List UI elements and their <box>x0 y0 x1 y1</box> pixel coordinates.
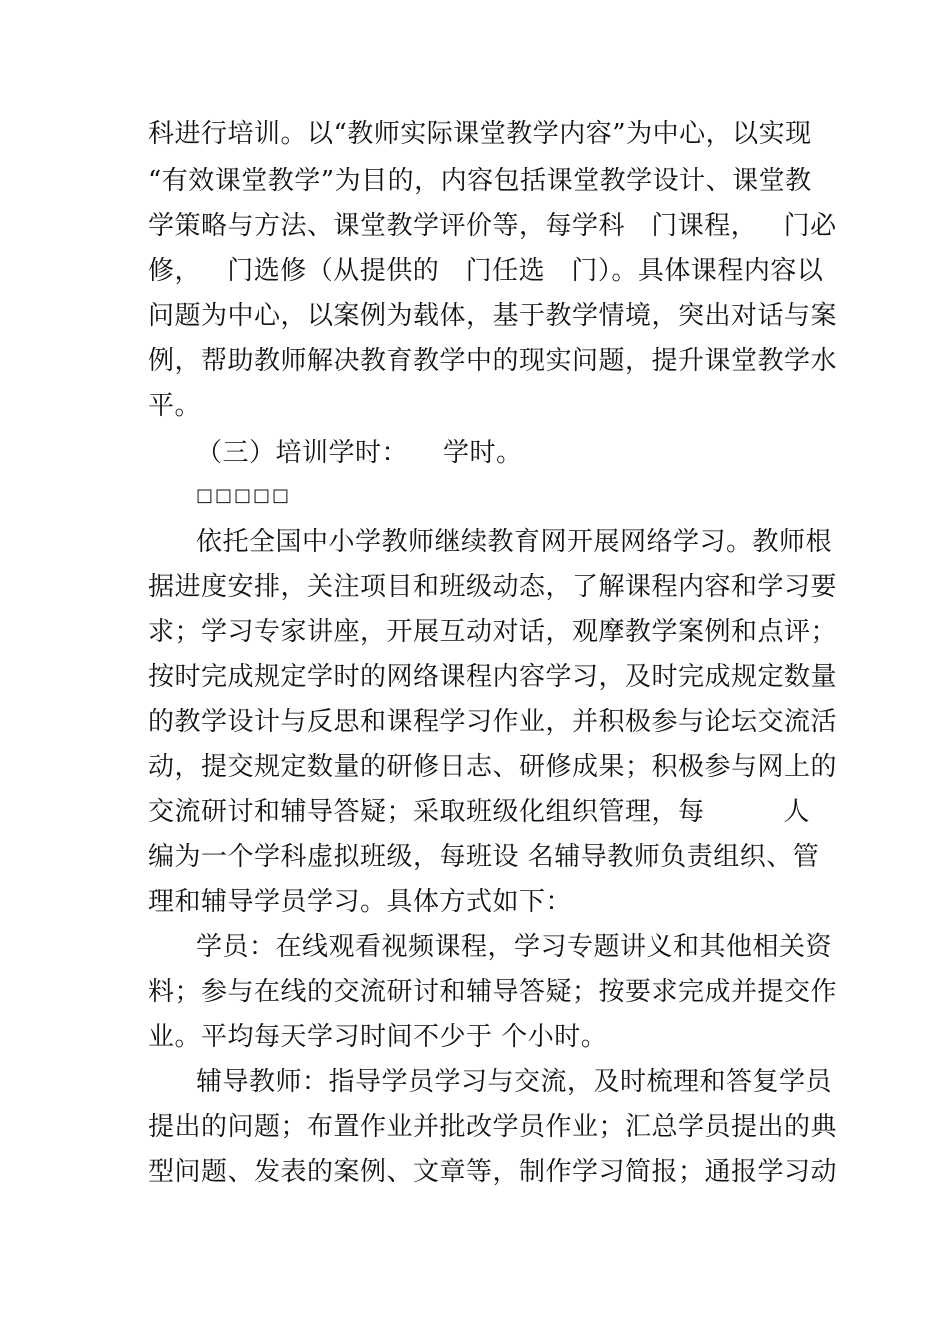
paragraph-line: 辅导教师：指导学员学习与交流，及时梳理和答复学员 <box>196 1067 833 1097</box>
paragraph-line: 修， 门选修（从提供的 门任选 门）。具体课程内容以 <box>148 256 824 286</box>
paragraph-line: 平。 <box>148 391 202 421</box>
paragraph-line: 料；参与在线的交流研讨和辅导答疑；按要求完成并提交作 <box>148 977 838 1007</box>
paragraph-line: 学策略与方法、课堂教学评价等，每学科 门课程， 门必 <box>148 211 837 241</box>
paragraph-line: 型问题、发表的案例、文章等，制作学习简报；通报学习动 <box>148 1157 838 1187</box>
paragraph-line: 科进行培训。以“教师实际课堂教学内容”为中心，以实现 <box>148 119 812 149</box>
paragraph-line: 的教学设计与反思和课程学习作业，并积极参与论坛交流活 <box>148 707 838 737</box>
paragraph-line: 按时完成规定学时的网络课程内容学习，及时完成规定数量 <box>148 662 838 692</box>
paragraph-line: 依托全国中小学教师继续教育网开展网络学习。教师根 <box>196 527 833 557</box>
paragraph-line: 据进度安排，关注项目和班级动态，了解课程内容和学习要 <box>148 572 838 602</box>
paragraph-line: 例，帮助教师解决教育教学中的现实问题，提升课堂教学水 <box>148 346 838 376</box>
paragraph-line: 交流研讨和辅导答疑；采取班级化组织管理，每 人 <box>148 797 810 827</box>
paragraph-line: 理和辅导学员学习。具体方式如下： <box>148 887 573 917</box>
paragraph-line: 动，提交规定数量的研修日志、研修成果；积极参与网上的 <box>148 752 838 782</box>
paragraph-line: 编为一个学科虚拟班级，每班设 名辅导教师负责组织、管 <box>148 842 820 872</box>
section-heading: （三）培训学时： 学时。 <box>196 438 523 468</box>
paragraph-line: 学员：在线观看视频课程，学习专题讲义和其他相关资 <box>196 932 833 962</box>
paragraph-line: 业。平均每天学习时间不少于 个小时。 <box>148 1022 608 1052</box>
paragraph-line: 求；学习专家讲座，开展互动对话，观摩教学案例和点评； <box>148 617 838 647</box>
paragraph-line: 提出的问题；布置作业并批改学员作业；汇总学员提出的典 <box>148 1112 838 1142</box>
paragraph-line: “有效课堂教学”为目的，内容包括课堂教学设计、课堂教 <box>148 166 812 196</box>
section-heading-placeholder: □□□□□ <box>196 485 292 506</box>
paragraph-line: 问题为中心，以案例为载体，基于教学情境，突出对话与案 <box>148 301 838 331</box>
